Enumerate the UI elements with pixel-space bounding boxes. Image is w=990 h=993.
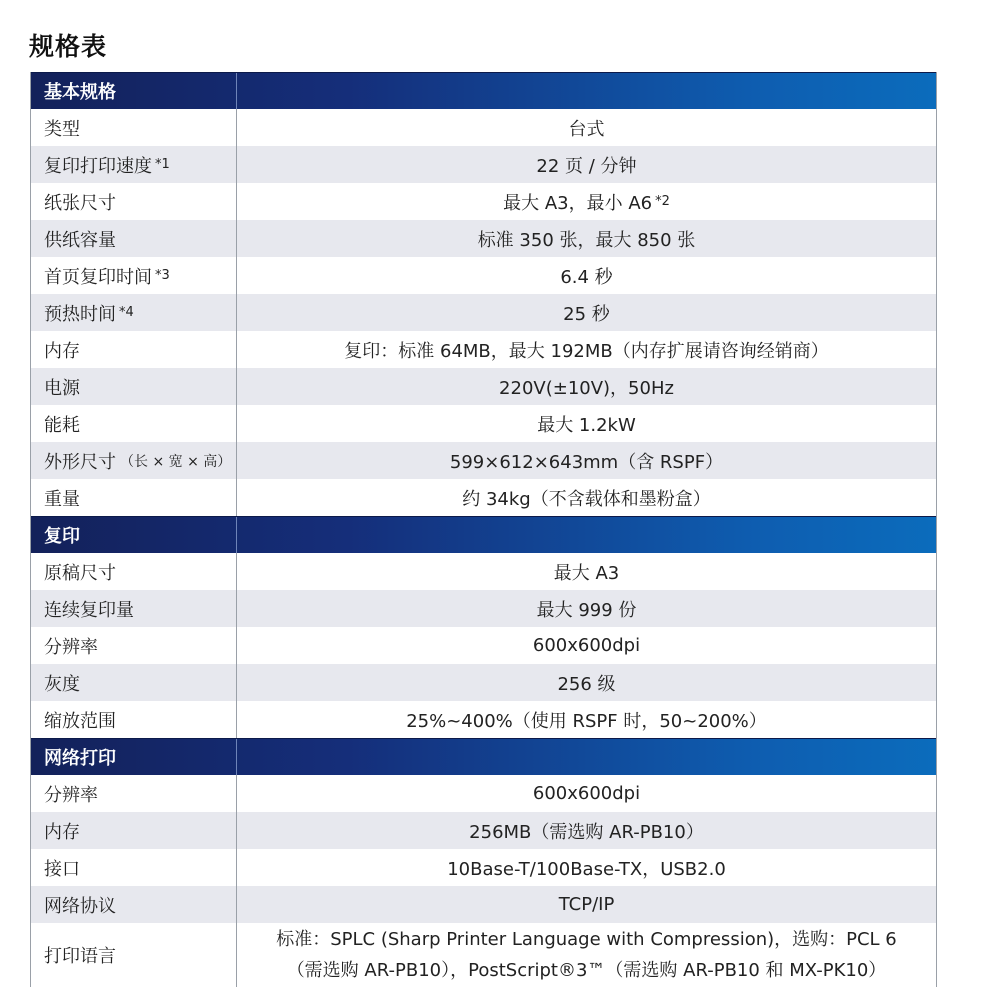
spec-label: 预热时间 *4 xyxy=(31,294,237,331)
spec-value: 256MB（需选购 AR-PB10） xyxy=(469,821,704,843)
spec-value: 台式 xyxy=(568,118,605,140)
spec-label: 内存 xyxy=(31,331,237,368)
spec-value: 600x600dpi xyxy=(532,783,641,804)
spec-table xyxy=(30,72,937,987)
section-header-network-print xyxy=(31,738,936,775)
spec-label: 供纸容量 xyxy=(31,220,237,257)
spec-value: 10Base-T/100Base-TX，USB2.0 xyxy=(447,858,726,880)
spec-label: 能耗 xyxy=(31,405,237,442)
spec-row-zoom xyxy=(31,701,936,738)
section-header-basic xyxy=(31,72,936,109)
spec-row-original-size xyxy=(31,553,936,590)
spec-value: 复印：标准 64MB，最大 192MB（内存扩展请咨询经销商） xyxy=(344,340,829,362)
spec-value: 22 页 / 分钟 xyxy=(536,155,637,177)
footnote-marker: *4 xyxy=(119,305,134,320)
spec-label: 首页复印时间 *3 xyxy=(31,257,237,294)
spec-value: 25%~400%（使用 RSPF 时，50~200%） xyxy=(406,710,767,732)
spec-value: 256 级 xyxy=(557,673,616,695)
spec-row-paper-size xyxy=(31,183,936,220)
spec-label: 纸张尺寸 xyxy=(31,183,237,220)
spec-value: 25 秒 xyxy=(563,303,610,325)
spec-row-copy-resolution xyxy=(31,627,936,664)
footnote-marker: *2 xyxy=(655,194,670,209)
spec-label: 类型 xyxy=(31,109,237,146)
spec-row-print-resolution xyxy=(31,775,936,812)
spec-row-power xyxy=(31,368,936,405)
footnote-marker: *1 xyxy=(155,157,170,172)
footnote-marker: *3 xyxy=(155,268,170,283)
spec-value: 最大 1.2kW xyxy=(537,414,636,436)
spec-label: 内存 xyxy=(31,812,237,849)
spec-row-protocol xyxy=(31,886,936,923)
spec-row-interface xyxy=(31,849,936,886)
spec-row-continuous-copy xyxy=(31,590,936,627)
spec-row-first-copy xyxy=(31,257,936,294)
section-header-copy xyxy=(31,516,936,553)
spec-value: 标准：SPLC (Sharp Printer Language with Compression)，选购：PCL 6（需选购 AR-PB10），PostScript®3™（需选购 AR-PB10 和 MX-PK10） xyxy=(276,929,897,981)
spec-row-weight xyxy=(31,479,936,516)
spec-value: 标准 350 张，最大 850 张 xyxy=(477,229,696,251)
spec-value: 599×612×643mm（含 RSPF） xyxy=(449,451,724,473)
section-title: 复印 xyxy=(31,517,237,553)
spec-row-print-memory xyxy=(31,812,936,849)
spec-row-type xyxy=(31,109,936,146)
spec-label: 接口 xyxy=(31,849,237,886)
section-title: 网络打印 xyxy=(31,739,237,775)
spec-label: 连续复印量 xyxy=(31,590,237,627)
spec-row-dimensions xyxy=(31,442,936,479)
spec-row-print-language xyxy=(31,923,936,987)
spec-value: 最大 999 份 xyxy=(536,599,637,621)
spec-row-consumption xyxy=(31,405,936,442)
spec-label: 外形尺寸 （长 × 宽 × 高） xyxy=(31,442,237,479)
spec-value: 6.4 秒 xyxy=(560,266,613,288)
spec-value: 最大 A3 xyxy=(553,562,620,584)
spec-label: 打印语言 xyxy=(31,923,237,987)
spec-label: 原稿尺寸 xyxy=(31,553,237,590)
spec-row-grayscale xyxy=(31,664,936,701)
spec-value: 最大 A3，最小 A6 *2 xyxy=(503,192,670,214)
spec-label: 电源 xyxy=(31,368,237,405)
spec-label: 分辨率 xyxy=(31,627,237,664)
spec-label: 网络协议 xyxy=(31,886,237,923)
spec-label: 缩放范围 xyxy=(31,701,237,738)
section-title: 基本规格 xyxy=(31,73,237,109)
spec-row-paper-capacity xyxy=(31,220,936,257)
spec-label: 灰度 xyxy=(31,664,237,701)
spec-label: 复印打印速度 *1 xyxy=(31,146,237,183)
page-title: 规格表 xyxy=(29,32,108,61)
spec-value: 约 34kg（不含载体和墨粉盒） xyxy=(462,488,711,510)
spec-row-warmup xyxy=(31,294,936,331)
spec-label: 重量 xyxy=(31,479,237,516)
spec-value: TCP/IP xyxy=(558,894,615,915)
spec-row-speed xyxy=(31,146,936,183)
spec-value: 600x600dpi xyxy=(532,635,641,656)
spec-value: 220V(±10V)，50Hz xyxy=(499,377,674,399)
spec-row-memory xyxy=(31,331,936,368)
spec-label: 分辨率 xyxy=(31,775,237,812)
